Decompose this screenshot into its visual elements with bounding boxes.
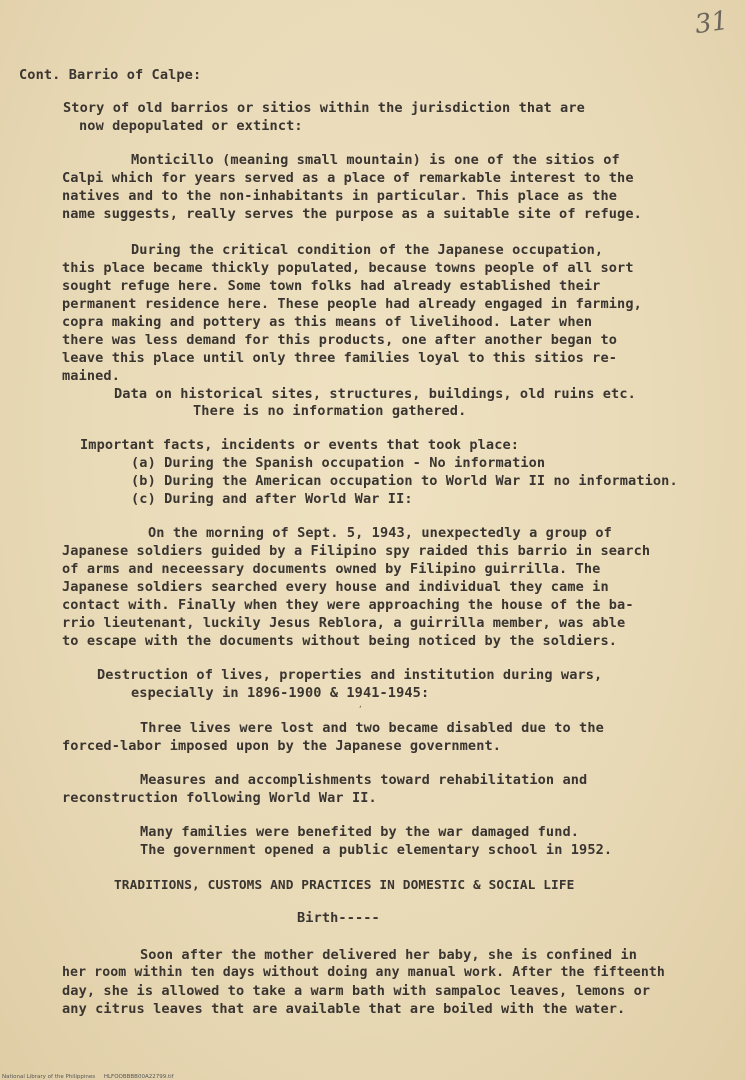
- story-para2-line: there was less demand for this products, one after another began to: [62, 332, 618, 348]
- story-heading-line1: Story of old barrios or sitios within the jurisdiction that are: [63, 100, 585, 116]
- story-para2-line: leave this place until only three families loyal to this sitios re-: [62, 350, 618, 366]
- story-para2-line: this place became thickly populated, because towns people of all sort: [62, 260, 634, 276]
- facts-para-line: of arms and neceessary documents owned by Filipino guirrilla. The: [62, 561, 601, 577]
- traditions-para-line: day, she is allowed to take a warm bath with sampaloc leaves, lemons or: [62, 983, 651, 999]
- facts-item-a: (a) During the Spanish occupation - No information: [131, 455, 546, 471]
- facts-heading: Important facts, incidents or events that took place:: [80, 437, 520, 453]
- traditions-title: TRADITIONS, CUSTOMS AND PRACTICES IN DOMESTIC & SOCIAL LIFE: [114, 878, 575, 893]
- facts-item-c: (c) During and after World War II:: [131, 491, 413, 507]
- page-number: 31: [692, 5, 730, 41]
- measures-para-line: Many families were benefited by the war damaged fund.: [140, 824, 580, 840]
- story-para2-line: sought refuge here. Some town folks had already established their: [62, 278, 601, 294]
- measures-heading-line1: Measures and accomplishments toward rehabilitation and: [140, 772, 588, 788]
- facts-para-line: rrio lieutenant, luckily Jesus Reblora, a guirrilla member, was able: [62, 615, 626, 631]
- traditions-para-line: her room within ten days without doing any manual work. After the fifteenth: [62, 965, 665, 980]
- destruction-para-line: forced-labor imposed upon by the Japanese government.: [62, 738, 502, 754]
- story-para1-line: natives and to the non-inhabitants in particular. This place as the: [62, 188, 618, 204]
- destruction-heading-line2: especially in 1896-1900 & 1941-1945:: [131, 685, 430, 701]
- ink-speck: ,: [358, 700, 363, 709]
- story-para2-line: During the critical condition of the Japanese occupation,: [131, 242, 604, 258]
- story-para2-line: permanent residence here. These people had already engaged in farming,: [62, 296, 642, 312]
- scan-footer: National Library of the Philippines HLFOOBBBB00A22799.tif: [2, 1074, 174, 1080]
- facts-para-line: contact with. Finally when they were approaching the house of the ba-: [62, 597, 634, 613]
- traditions-para-line: any citrus leaves that are available that are boiled with the water.: [62, 1001, 626, 1017]
- facts-item-b: (b) During the American occupation to World War II no information.: [131, 473, 678, 489]
- story-para1-line: Monticillo (meaning small mountain) is one of the sitios of: [131, 152, 620, 168]
- story-para1-line: Calpi which for years served as a place of remarkable interest to the: [62, 170, 634, 186]
- story-para1-line: name suggests, really serves the purpose as a suitable site of refuge.: [62, 206, 642, 222]
- facts-para-line: to escape with the documents without being noticed by the soldiers.: [62, 633, 618, 649]
- destruction-para-line: Three lives were lost and two became disabled due to the: [140, 720, 604, 736]
- traditions-subtitle: Birth-----: [297, 910, 380, 926]
- story-heading-line2: now depopulated or extinct:: [79, 118, 303, 134]
- story-para2-line: mained.: [62, 368, 120, 384]
- traditions-para-line: Soon after the mother delivered her baby, she is confined in: [140, 947, 638, 963]
- historical-line1: Data on historical sites, structures, buildings, old ruins etc.: [114, 386, 636, 402]
- measures-heading-line2: reconstruction following World War II.: [62, 790, 377, 806]
- measures-para-line: The government opened a public elementary school in 1952.: [140, 842, 613, 858]
- facts-para-line: On the morning of Sept. 5, 1943, unexpectedly a group of: [148, 525, 612, 541]
- story-para2-line: copra making and pottery as this means of livelihood. Later when: [62, 314, 593, 330]
- facts-para-line: Japanese soldiers searched every house and individual they came in: [62, 579, 609, 595]
- historical-line2: There is no information gathered.: [193, 403, 467, 419]
- destruction-heading-line1: Destruction of lives, properties and institution during wars,: [97, 667, 603, 683]
- facts-para-line: Japanese soldiers guided by a Filipino spy raided this barrio in search: [62, 543, 651, 559]
- header-title: Cont. Barrio of Calpe:: [19, 67, 202, 83]
